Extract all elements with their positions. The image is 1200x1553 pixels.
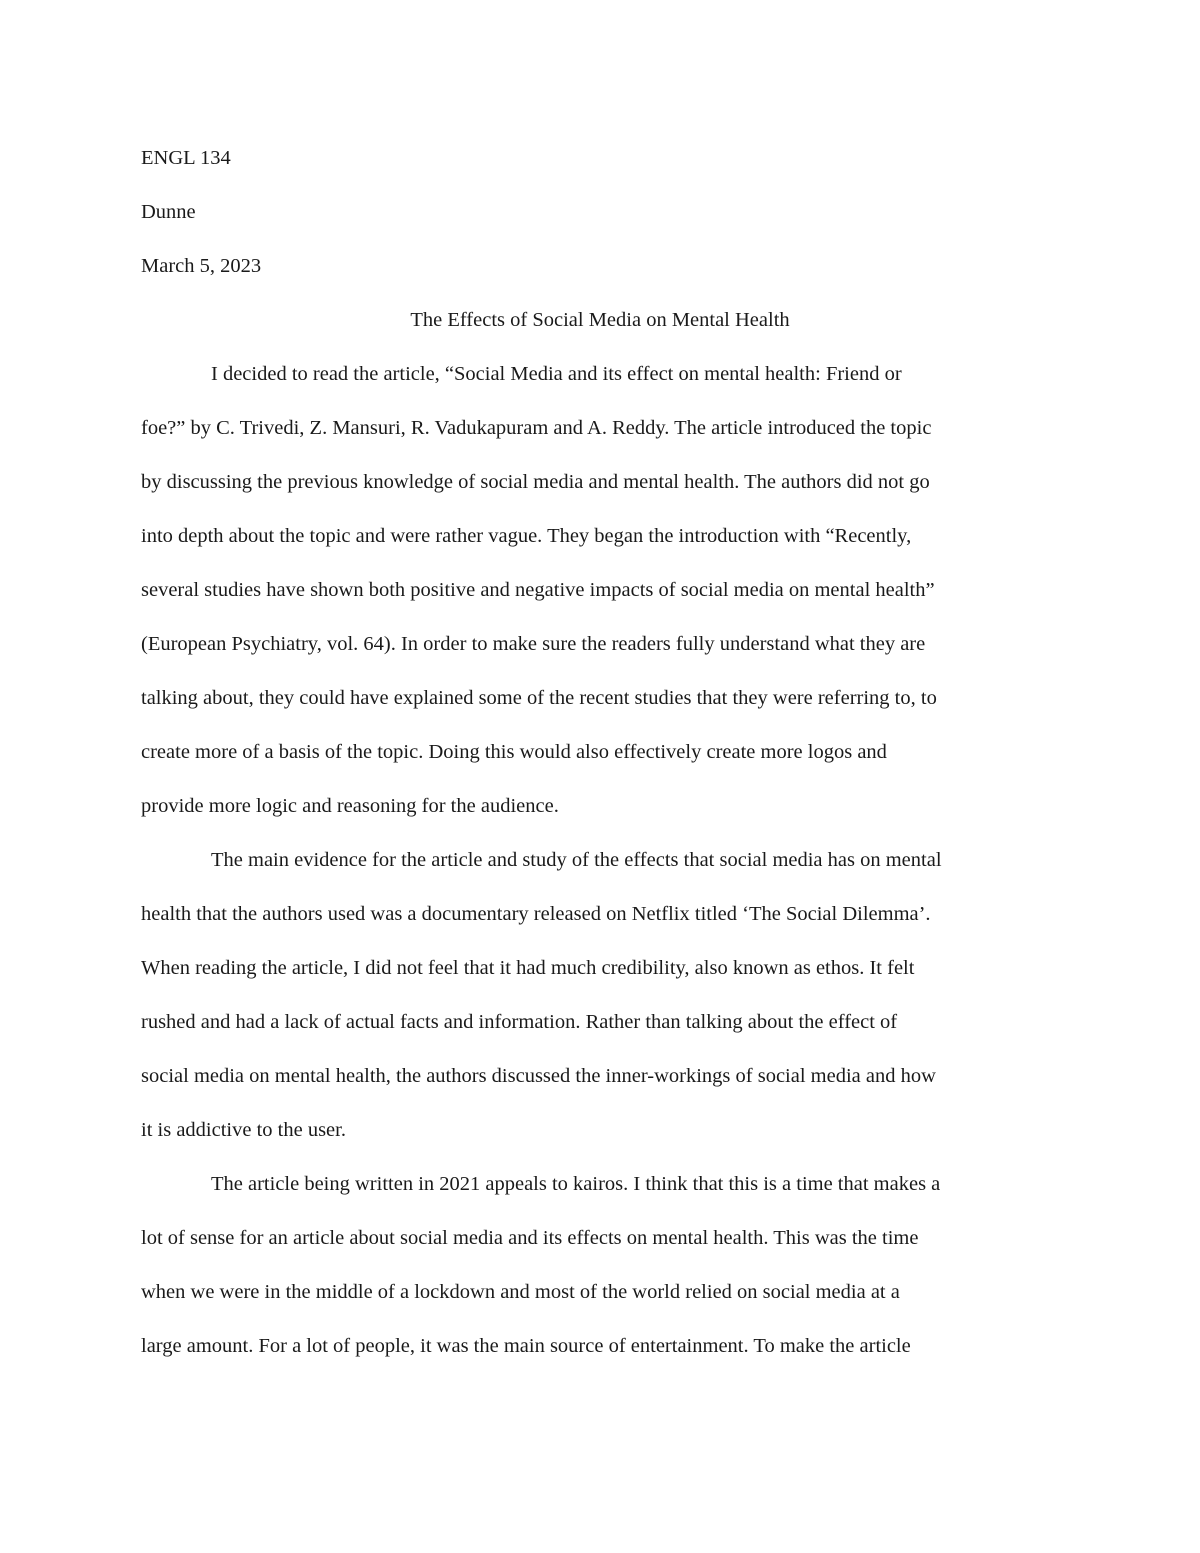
paragraph-line: create more of a basis of the topic. Doing this would also effectively create more logos and — [141, 741, 887, 763]
paragraph-line: The article being written in 2021 appeals to kairos. I think that this is a time that makes a — [211, 1173, 941, 1195]
paragraph-line: foe?” by C. Trivedi, Z. Mansuri, R. Vadukapuram and A. Reddy. The article introduced the topic — [141, 417, 932, 439]
paragraph-line: talking about, they could have explained some of the recent studies that they were referring to, to — [141, 687, 937, 709]
instructor-name: Dunne — [141, 201, 196, 223]
paragraph-line: lot of sense for an article about social media and its effects on mental health. This was the time — [141, 1227, 919, 1249]
paragraph-line: provide more logic and reasoning for the audience. — [141, 795, 559, 817]
paragraph-line: large amount. For a lot of people, it was the main source of entertainment. To make the article — [141, 1335, 911, 1357]
paragraph-line: When reading the article, I did not feel that it had much credibility, also known as ethos. It felt — [141, 957, 915, 979]
paragraph-line: it is addictive to the user. — [141, 1119, 346, 1141]
paragraph-line: when we were in the middle of a lockdown and most of the world relied on social media at a — [141, 1281, 900, 1303]
course-name: ENGL 134 — [141, 147, 231, 169]
paragraph-line: social media on mental health, the authors discussed the inner-workings of social media and how — [141, 1065, 936, 1087]
paragraph-line: rushed and had a lack of actual facts and information. Rather than talking about the effect of — [141, 1011, 898, 1033]
paragraph-line: (European Psychiatry, vol. 64). In order to make sure the readers fully understand what they are — [141, 633, 926, 655]
paragraph-line: health that the authors used was a documentary released on Netflix titled ‘The Social Dilemma’. — [141, 903, 931, 925]
paragraph-line: into depth about the topic and were rather vague. They began the introduction with “Recently, — [141, 525, 912, 547]
paragraph-line: I decided to read the article, “Social Media and its effect on mental health: Friend or — [211, 363, 902, 385]
document-date: March 5, 2023 — [141, 255, 262, 277]
paragraph-line: by discussing the previous knowledge of social media and mental health. The authors did not go — [141, 471, 930, 493]
document-title: The Effects of Social Media on Mental Health — [410, 309, 790, 331]
paragraph-line: The main evidence for the article and study of the effects that social media has on mental — [211, 849, 942, 871]
paragraph-line: several studies have shown both positive and negative impacts of social media on mental health” — [141, 579, 935, 601]
